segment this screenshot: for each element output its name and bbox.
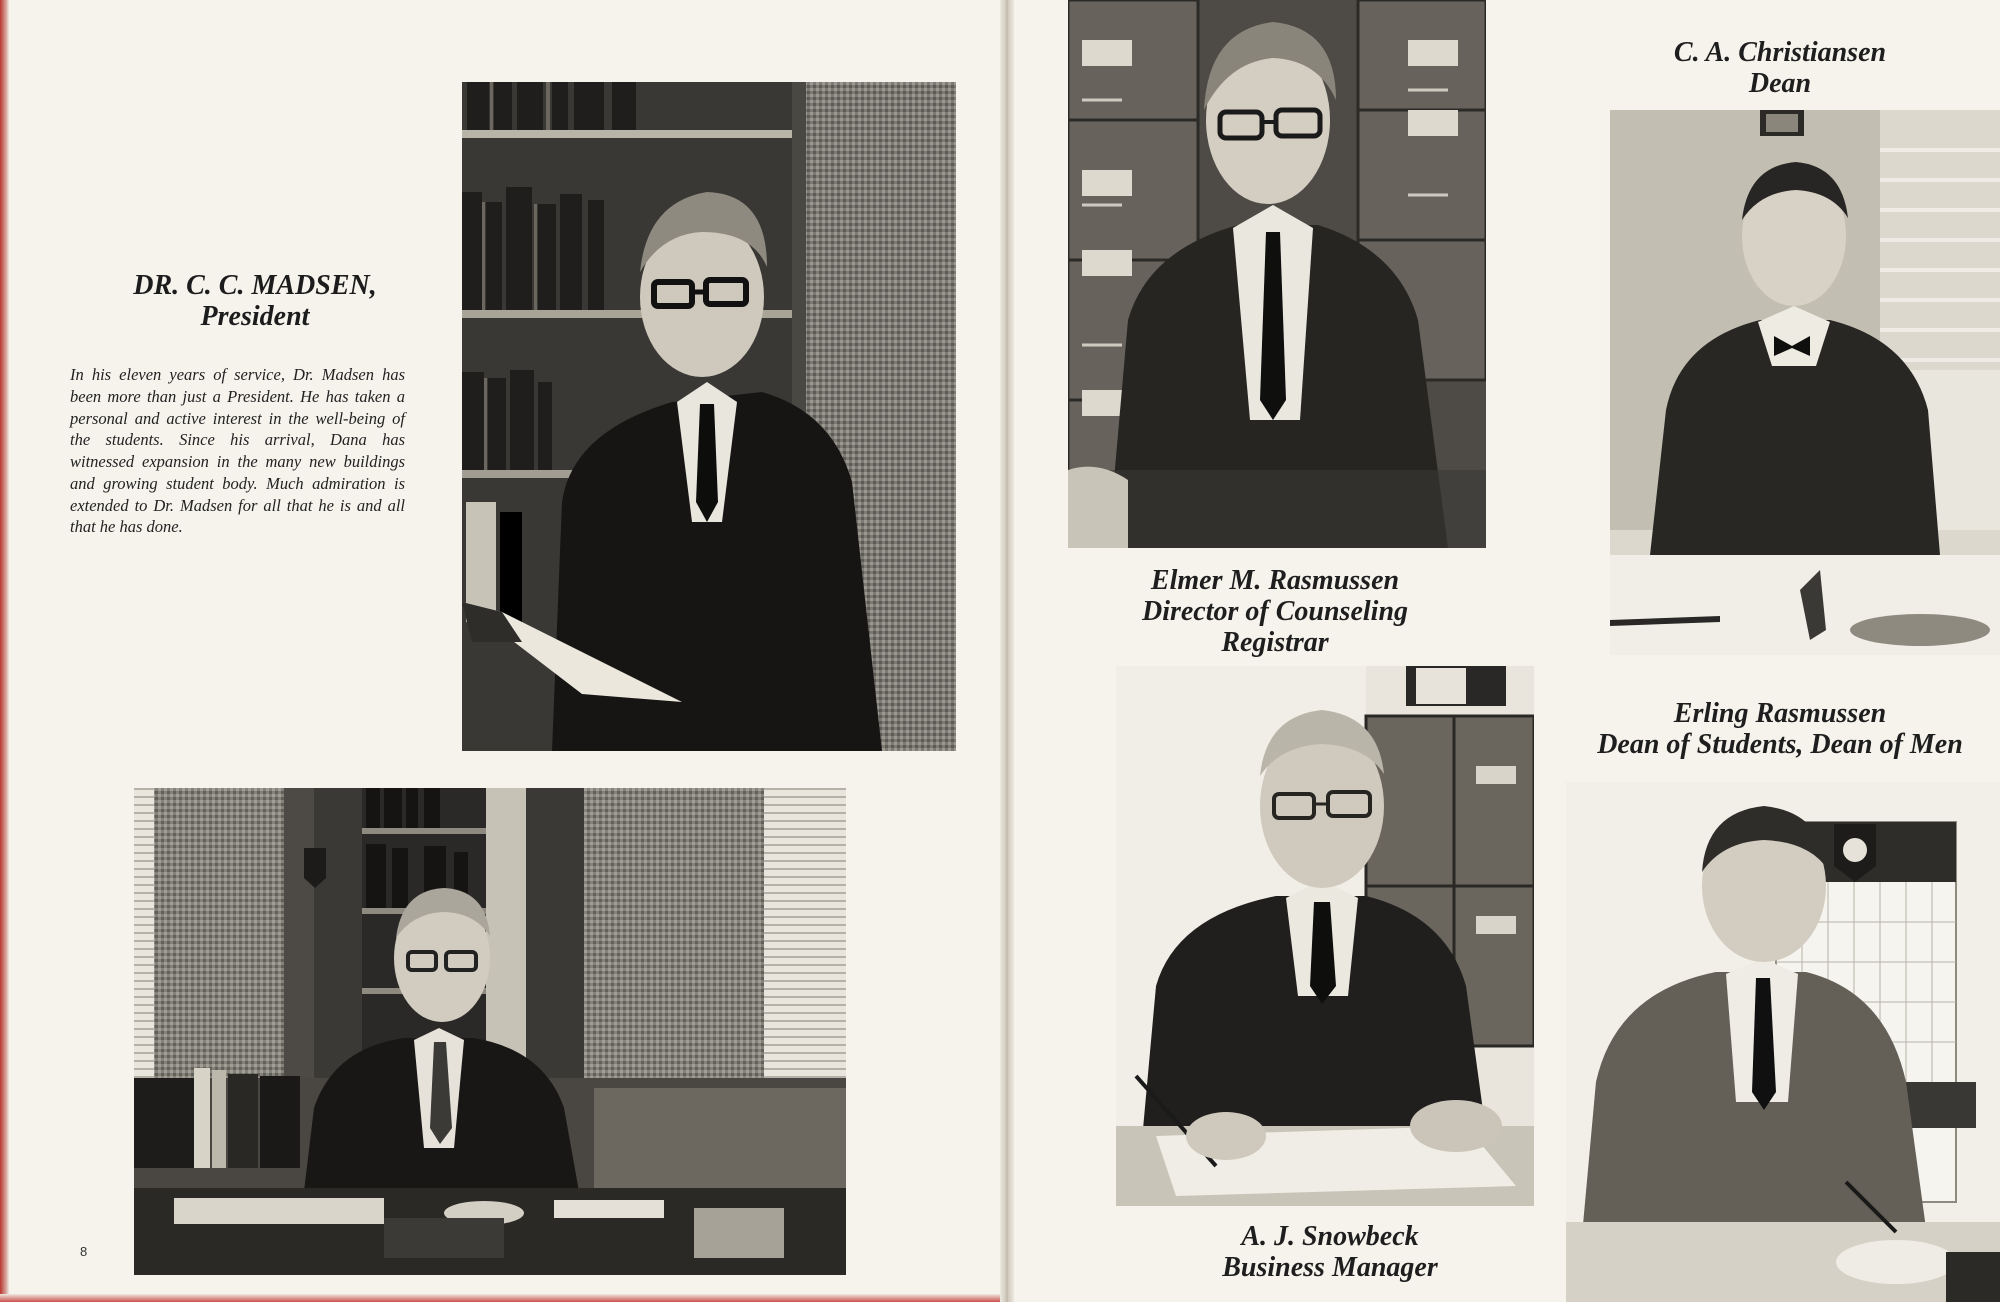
photo-madsen-desk-image — [134, 788, 846, 1275]
snowbeck-title: Business Manager — [1222, 1251, 1438, 1283]
photo-snowbeck-image — [1116, 666, 1534, 1206]
photo-elmer-rasmussen — [1068, 0, 1486, 548]
erling-rasmussen-name: Erling Rasmussen — [1673, 698, 1887, 729]
book-binding-edge — [0, 0, 9, 1302]
photo-erling-rasmussen — [1566, 782, 2000, 1302]
photo-madsen-desk — [134, 788, 846, 1275]
photo-christiansen — [1610, 110, 2000, 655]
photo-madsen-standing-image — [462, 82, 956, 751]
photo-christiansen-image — [1610, 110, 2000, 655]
christiansen-caption — [1600, 38, 1960, 100]
christiansen-title: Dean — [1748, 67, 1812, 99]
page-bottom-edge — [0, 1294, 1000, 1302]
christiansen-name: C. A. Christiansen — [1673, 37, 1887, 68]
photo-madsen-standing — [462, 82, 956, 751]
photo-erling-rasmussen-image — [1566, 782, 2000, 1302]
elmer-rasmussen-title-2: Registrar — [1221, 626, 1329, 658]
snowbeck-caption — [1140, 1222, 1520, 1284]
photo-snowbeck — [1116, 666, 1534, 1206]
elmer-rasmussen-name: Elmer M. Rasmussen — [1150, 565, 1400, 596]
snowbeck-name: A. J. Snowbeck — [1241, 1221, 1419, 1252]
president-heading — [100, 270, 410, 333]
president-title: President — [200, 301, 310, 333]
elmer-rasmussen-title: Director of Counseling — [1141, 595, 1409, 627]
president-tribute-text: In his eleven years of service, Dr. Madsen has been more than just a President. He has taken a personal and active interest in the well-being of the students. Since his arrival, Dana has witnessed expansion in the many new buildings and growing student body. Much admiration is extended to Dr. Madsen for all that he is and all that he has done. — [70, 365, 405, 537]
page-number: 8 — [80, 1244, 88, 1259]
president-name: DR. C. C. MADSEN, — [133, 270, 377, 301]
photo-elmer-rasmussen-image — [1068, 0, 1486, 548]
elmer-rasmussen-caption — [1060, 566, 1490, 658]
erling-rasmussen-title: Dean of Students, Dean of Men — [1597, 728, 1963, 760]
erling-rasmussen-caption — [1560, 699, 2000, 761]
page-gutter — [1000, 0, 1014, 1302]
